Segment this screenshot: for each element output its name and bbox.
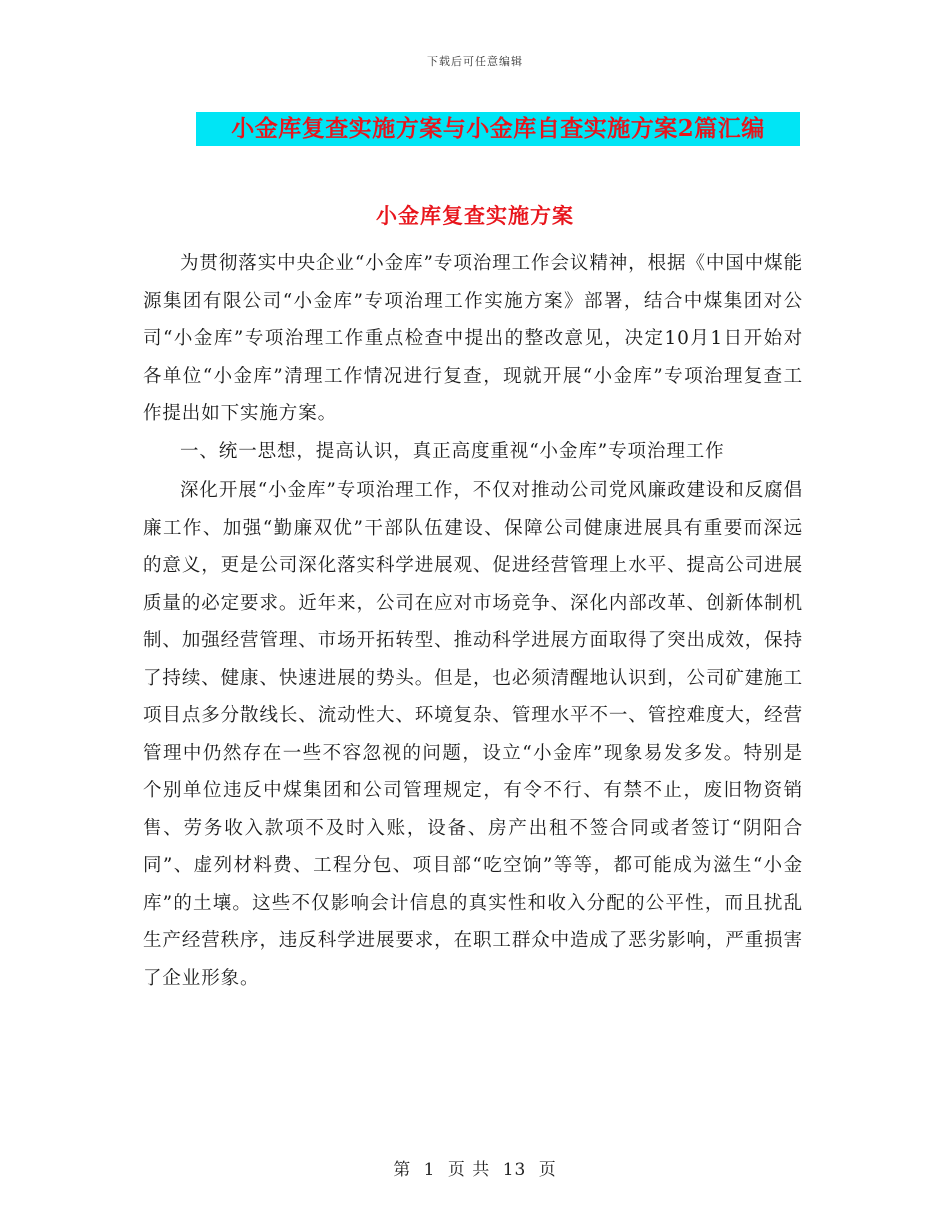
- current-page-number: 1: [423, 1160, 436, 1180]
- footer-suffix: 页: [538, 1160, 557, 1180]
- document-body: [143, 245, 803, 997]
- section-heading: 一、统一思想，提高认识，真正高度重视“小金库”专项治理工作: [180, 440, 725, 462]
- intro-paragraph: 为贯彻落实中央企业“小金库”专项治理工作会议精神，根据《中国中煤能源集团有限公司“小金库”专项治理工作实施方案》部署，结合中煤集团对公司“小金库”专项治理工作重点检查中提出的整改意见，决定10月1日开始对各单位“小金库”清理工作情况进行复查，现就开展“小金库”专项治理复查工作提出如下实施方案。: [143, 253, 803, 424]
- footer-prefix: 第: [393, 1160, 412, 1180]
- total-pages-number: 13: [502, 1160, 527, 1180]
- section-title: 小金库复查实施方案: [376, 203, 574, 228]
- page-header-note: 下载后可任意编辑: [427, 55, 523, 68]
- page-footer: [0, 1155, 950, 1180]
- body-paragraph: 深化开展“小金库”专项治理工作，不仅对推动公司党风廉政建设和反腐倡廉工作、加强“勤廉双优”干部队伍建设、保障公司健康进展具有重要而深远的意义，更是公司深化落实科学进展观、促进经营管理上水平、提高公司进展质量的必定要求。近年来，公司在应对市场竞争、深化内部改革、创新体制机制、加强经营管理、市场开拓转型、推动科学进展方面取得了突出成效，保持了持续、健康、快速进展的势头。但是，也必须清醒地认识到，公司矿建施工项目点多分散线长、流动性大、环境复杂、管理水平不一、管控难度大，经营管理中仍然存在一些不容忽视的问题，设立“小金库”现象易发多发。特别是个别单位违反中煤集团和公司管理规定，有令不行、有禁不止，废旧物资销售、劳务收入款项不及时入账，设备、房产出租不签合同或者签订“阴阳合同”、虚列材料费、工程分包、项目部“吃空饷”等等，都可能成为滋生“小金库”的土壤。这些不仅影响会计信息的真实性和收入分配的公平性，而且扰乱生产经营秩序，违反科学进展要求，在职工群众中造成了恶劣影响，严重损害了企业形象。: [143, 480, 803, 989]
- footer-middle: 页 共: [447, 1160, 491, 1180]
- document-title: 小金库复查实施方案与小金库自查实施方案2篇汇编: [231, 115, 765, 142]
